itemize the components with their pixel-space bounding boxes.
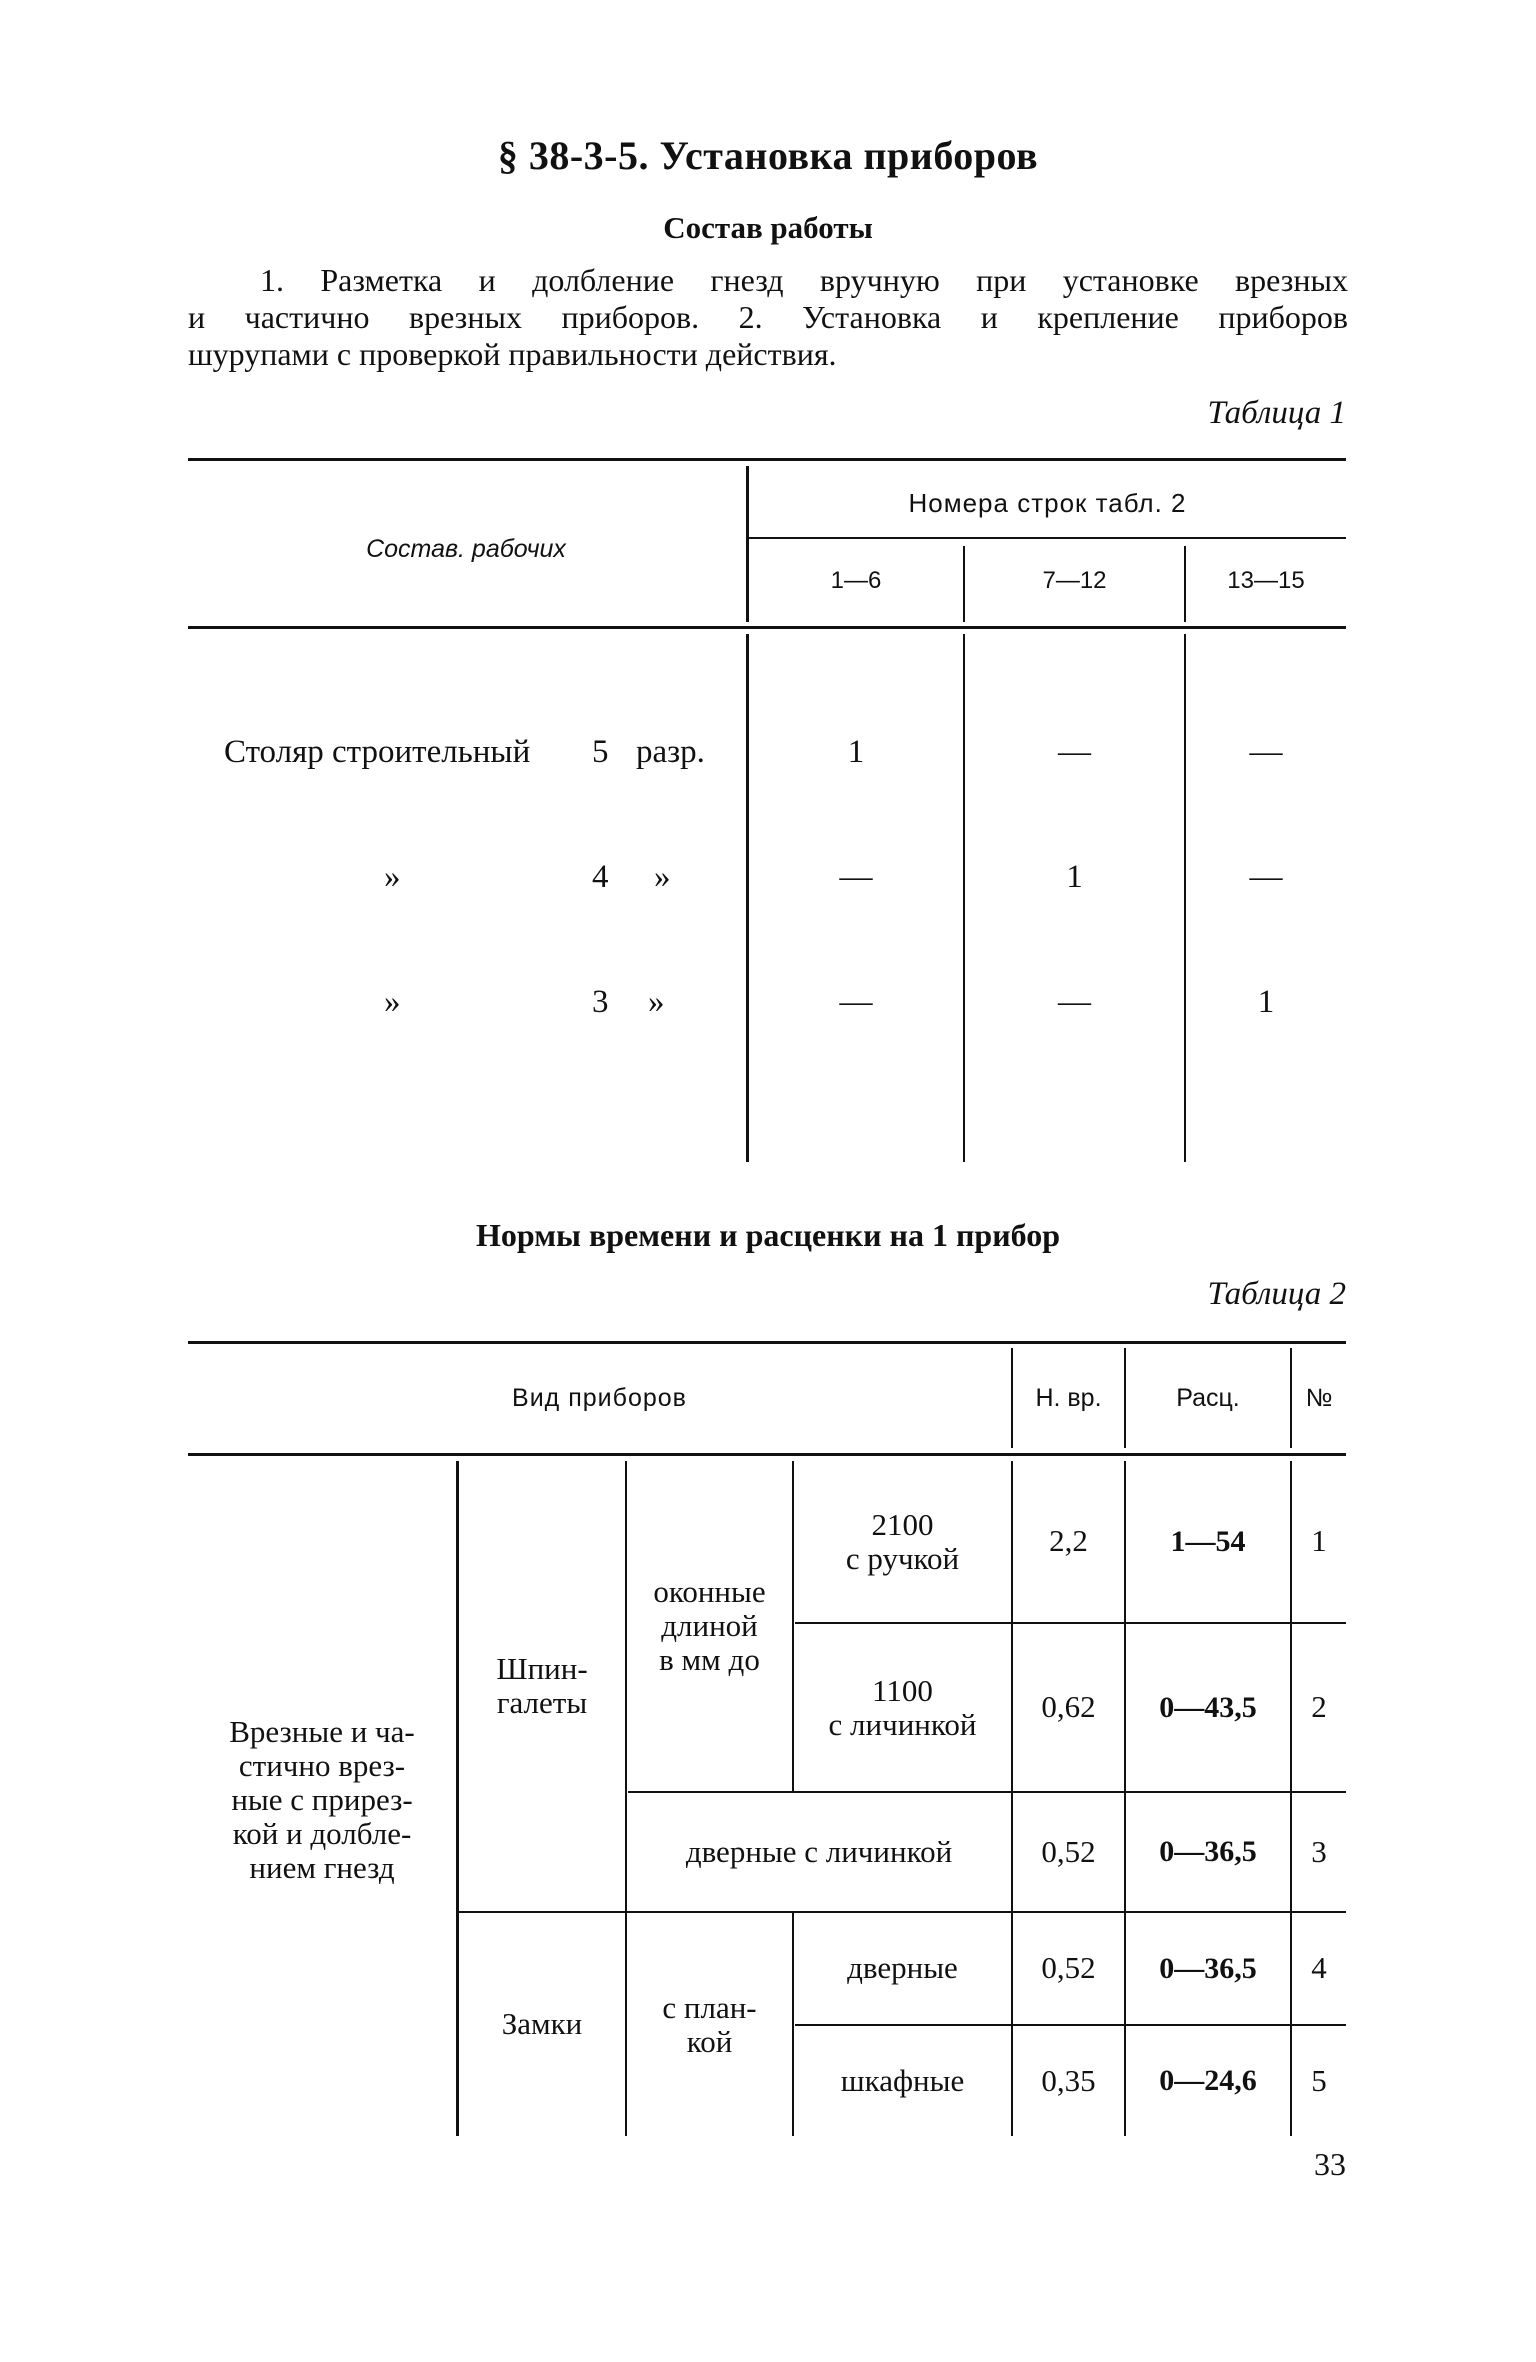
table1-col-3: 13—15: [1227, 567, 1305, 595]
norms-title: Нормы времени и расценки на 1 прибор: [475, 1217, 1060, 1253]
table2-row1-price: 1—54: [1170, 1524, 1246, 1558]
table1-value: 1: [1066, 859, 1083, 895]
worker-name: »: [384, 859, 401, 895]
group-line: кой и долбле-: [232, 1816, 412, 1851]
table2-row1-num: 1: [1311, 1523, 1327, 1559]
espagnolettes-line: Шпин-: [496, 1651, 588, 1686]
section-title: § 38-3-5. Установка приборов: [497, 133, 1039, 178]
table1-value: —: [1249, 859, 1283, 895]
desc-line: 2100: [871, 1506, 934, 1542]
worker-grade: 4: [592, 859, 609, 895]
table2-row2-time: 0,62: [1041, 1689, 1096, 1725]
espagnolettes-line: галеты: [496, 1685, 588, 1720]
table1-col-2: 7—12: [1042, 567, 1107, 595]
worker-grade: 5: [592, 734, 609, 770]
desc-line: с ручкой: [845, 1540, 960, 1576]
table1-row: [188, 855, 1346, 905]
with-plate-line: кой: [686, 2023, 733, 2059]
worker-grade-unit: »: [648, 984, 665, 1020]
desc-line: с личинкой: [828, 1706, 977, 1742]
table2-header-price: Расц.: [1176, 1383, 1240, 1412]
table2-row1-time: 2,2: [1049, 1523, 1088, 1559]
table2-group-label: [188, 1700, 456, 1900]
paragraph-line-1: 1. Разметка и долбление гнезд вручную при установке врезных: [260, 262, 1348, 298]
table1-value: —: [839, 984, 873, 1020]
table2-row3-num: 3: [1311, 1833, 1327, 1869]
table2-header-time: Н. вр.: [1035, 1383, 1102, 1412]
worker-grade: 3: [592, 984, 609, 1020]
table1-group-rule: [746, 537, 1346, 539]
work-description: [188, 262, 1348, 373]
section-subtitle: Состав работы: [663, 210, 873, 245]
table2-row4-time: 0,52: [1041, 1950, 1096, 1986]
table1-row: [188, 980, 1346, 1030]
table2-espagnolettes: [459, 1461, 625, 1911]
table1-value: —: [1249, 734, 1283, 770]
table2-row1-desc: [794, 1461, 1011, 1622]
window-line: [659, 1643, 760, 1677]
table1-value: 1: [1257, 984, 1275, 1020]
table2-row2-num: 2: [1311, 1689, 1327, 1725]
table2-row4-price: 0—36,5: [1159, 1951, 1257, 1985]
table2-row5-price: 0—24,6: [1159, 2064, 1257, 2098]
table1-value: —: [839, 859, 873, 895]
table2-header-num: №: [1305, 1383, 1333, 1412]
window-line: длиной: [661, 1608, 758, 1643]
table1-value: —: [1058, 984, 1091, 1020]
worker-name: Столяр строительный: [224, 734, 531, 770]
window-line: оконные: [653, 1574, 766, 1609]
with-plate-line: с план-: [662, 1989, 757, 2025]
table2-row5-time: 0,35: [1041, 2062, 1096, 2098]
page-number: 33: [1314, 2146, 1346, 2182]
table2-row2-desc: [794, 1624, 1011, 1791]
table1-value: —: [1058, 734, 1091, 770]
table1-value: 1: [847, 734, 865, 770]
table2-row5-desc: шкафные: [840, 2062, 965, 2098]
table2-header-bottom-rule: [188, 1453, 1346, 1456]
group-line: ные с прирез-: [231, 1782, 413, 1817]
table1-label: Таблица 1: [1207, 395, 1346, 431]
table1-top-rule: [188, 458, 1346, 461]
table2-row2-price: 0—43,5: [1159, 1690, 1257, 1724]
window-line-text: в мм до: [659, 1642, 760, 1677]
table2-top-rule: [188, 1341, 1346, 1344]
worker-grade-unit: разр.: [636, 734, 705, 770]
group-line: стично врез-: [238, 1748, 406, 1783]
group-line: нием гнезд: [249, 1850, 395, 1885]
table2-label: Таблица 2: [1207, 1276, 1346, 1312]
table2-row3-time: 0,52: [1041, 1833, 1096, 1869]
table2-row4-desc: дверные: [847, 1950, 958, 1986]
paragraph-line-2: и частично врезных приборов. 2. Установка и крепление приборов: [188, 299, 1348, 335]
table1-row-header: Состав. рабочих: [366, 534, 566, 563]
table1-header-bottom-rule: [188, 626, 1346, 629]
table1-col-1: 1—6: [830, 567, 882, 595]
paragraph-line-3: шурупами с проверкой правильности действия.: [188, 336, 837, 372]
table2-row3-price: 0—36,5: [1159, 1835, 1257, 1869]
group-line: Врезные и ча-: [229, 1714, 415, 1749]
table2-row5-num: 5: [1311, 2062, 1327, 2098]
table1-row: [188, 730, 1346, 780]
worker-grade-unit: »: [654, 859, 671, 895]
desc-line: 1100: [872, 1672, 933, 1708]
table2-with-plate: [627, 1913, 792, 2136]
table2-row4-num: 4: [1311, 1950, 1327, 1986]
table1-group-header: Номера строк табл. 2: [908, 488, 1187, 519]
table2-locks: Замки: [501, 2006, 583, 2042]
table2-window: [627, 1461, 792, 1791]
table2-row3-desc: дверные с личинкой: [685, 1833, 953, 1869]
worker-name: »: [384, 984, 401, 1020]
table2-header-kind: Вид приборов: [512, 1383, 687, 1412]
